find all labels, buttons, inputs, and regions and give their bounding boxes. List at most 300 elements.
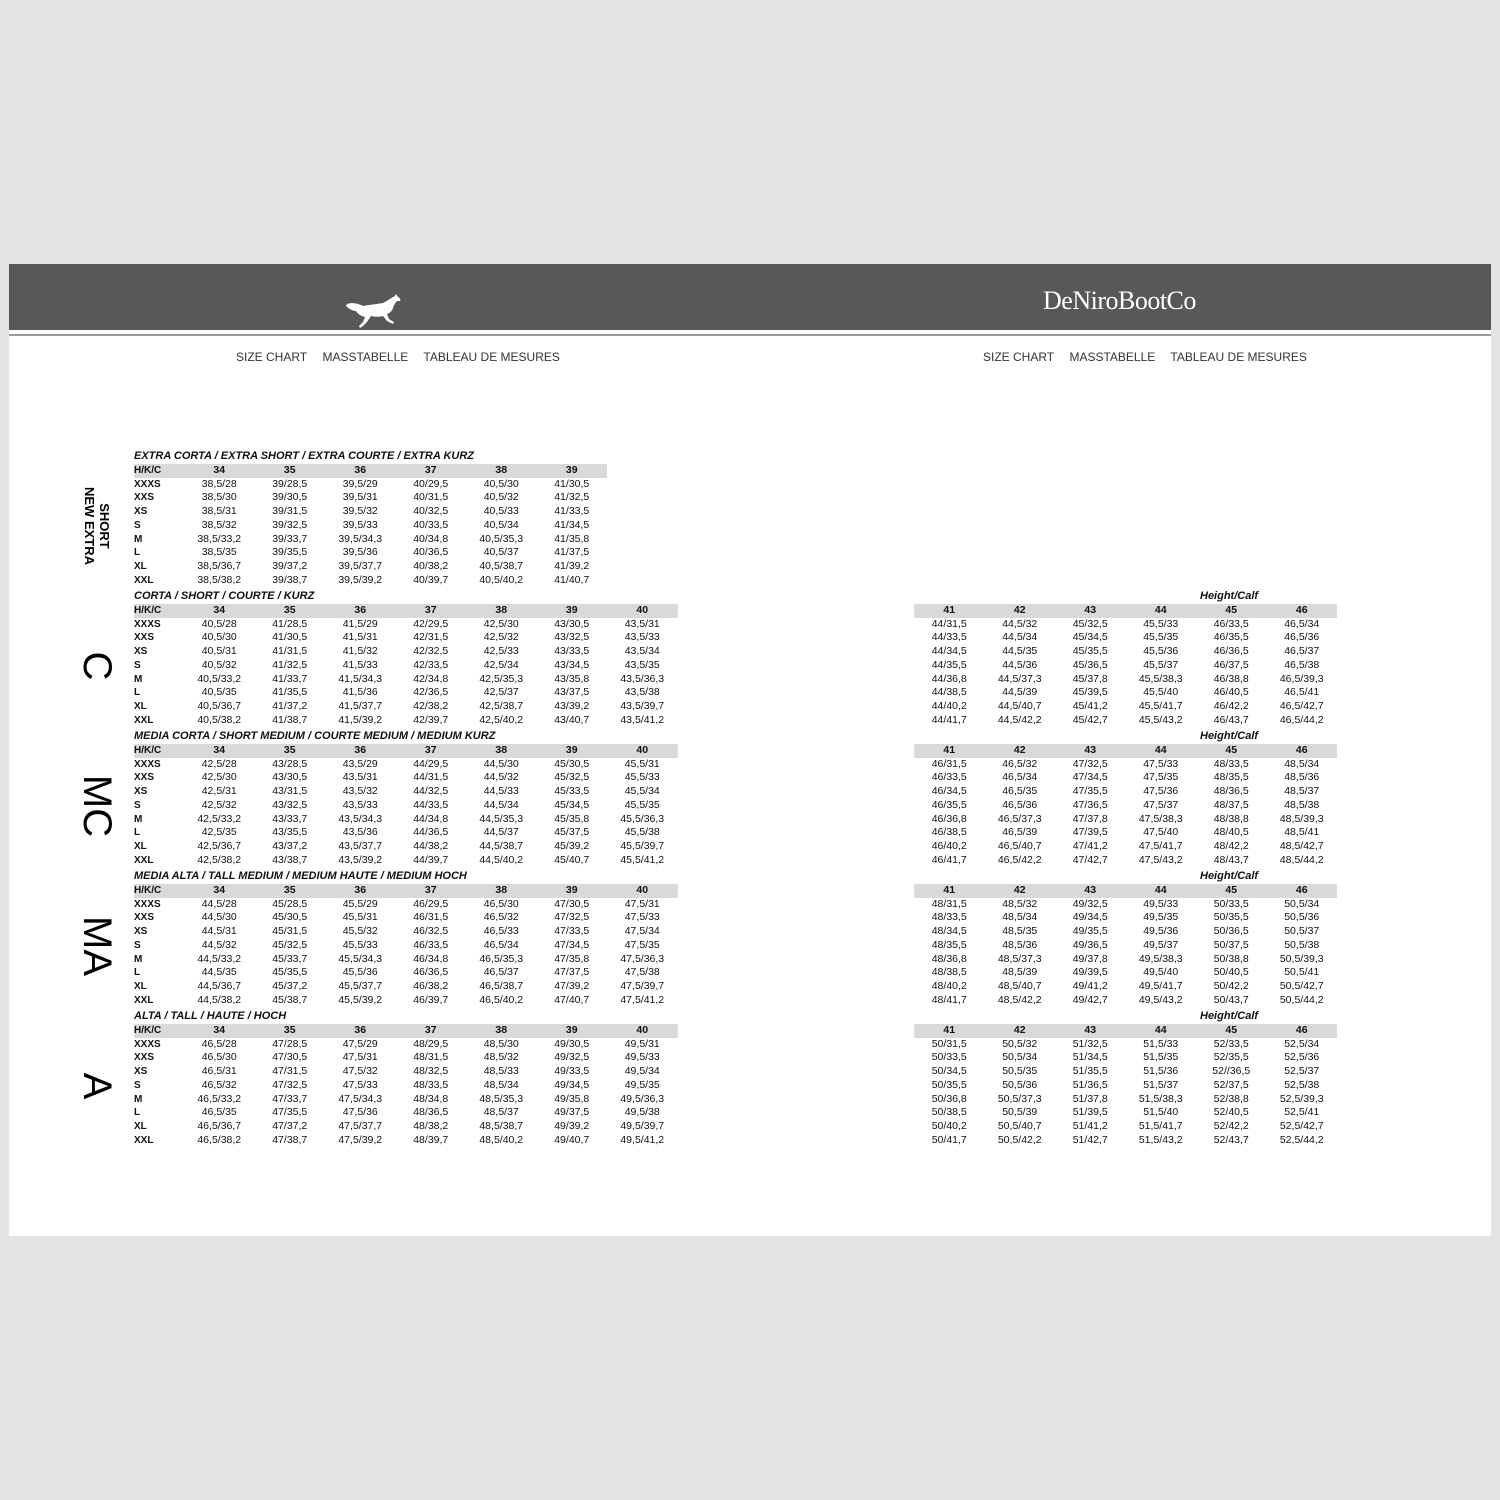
measurement-cell: 48/39,7 (413, 1133, 449, 1146)
measurement-cell: 50,5/37 (1284, 925, 1320, 938)
measurement-cell: 43,5/29 (342, 757, 378, 770)
measurement-cell: 44/31,5 (931, 617, 967, 630)
shoe-size-header: 39 (537, 884, 608, 898)
measurement-cell: 45/37,8 (1072, 672, 1108, 685)
measurement-cell: 39,5/31 (342, 491, 378, 504)
measurement-cell: 50,5/44,2 (1279, 993, 1324, 1006)
measurement-cell: 45/42,7 (1072, 713, 1108, 726)
measurement-cell: 41/33,5 (554, 505, 590, 518)
measurement-cell: 43,5/38 (624, 686, 660, 699)
measurement-cell: 51/37,8 (1072, 1092, 1108, 1105)
measurement-cell: 43,5/39,2 (338, 853, 383, 866)
measurement-cell: 48,5/42,2 (997, 993, 1042, 1006)
measurement-cell: 46,5/36 (1284, 631, 1320, 644)
measurement-cell: 50,5/36 (1002, 1078, 1038, 1091)
size-label: M (134, 953, 143, 965)
horse-logo-icon (343, 292, 403, 332)
shoe-size-header: 37 (396, 884, 467, 898)
measurement-cell: 46,5/35 (201, 1106, 237, 1119)
measurement-cell: 46/43,7 (1213, 713, 1249, 726)
measurement-cell: 47,5/36,3 (620, 952, 665, 965)
measurement-cell: 43/39,2 (554, 699, 590, 712)
measurement-cell: 48,5/37 (1284, 785, 1320, 798)
table-row (914, 645, 1337, 659)
measurement-cell: 45/38,7 (272, 993, 308, 1006)
measurement-cell: 47/32,5 (272, 1078, 308, 1091)
table-row (914, 854, 1337, 868)
shoe-size-header: 34 (184, 744, 255, 758)
measurement-cell: 45/28,5 (272, 897, 308, 910)
measurement-cell: 39/38,7 (272, 573, 308, 586)
measurement-cell: 45/32,5 (1072, 617, 1108, 630)
measurement-cell: 46,5/35,3 (479, 952, 524, 965)
table-header-row (134, 464, 607, 478)
measurement-cell: 40,5/35,3 (479, 532, 524, 545)
measurement-cell: 48,5/35,3 (479, 1092, 524, 1105)
table-header-row (134, 604, 678, 618)
table-row (134, 826, 678, 840)
measurement-cell: 40,5/33,2 (197, 672, 242, 685)
measurement-cell: 46,5/30 (201, 1051, 237, 1064)
table-row (134, 799, 678, 813)
measurement-cell: 42,5/32 (201, 798, 237, 811)
shoe-size-header: 45 (1196, 884, 1267, 898)
measurement-cell: 52/42,2 (1213, 1119, 1249, 1132)
measurement-cell: 39,5/29 (342, 477, 378, 490)
measurement-cell: 48,5/35 (1002, 925, 1038, 938)
measurement-cell: 40/39,7 (413, 573, 449, 586)
measurement-cell: 45/32,5 (554, 771, 590, 784)
measurement-cell: 46,5/33,2 (197, 1092, 242, 1105)
measurement-cell: 43,5/34 (624, 645, 660, 658)
measurement-cell: 45/33,7 (272, 952, 308, 965)
measurement-cell: 47,5/31 (624, 897, 660, 910)
measurement-cell: 46,5/44,2 (1279, 713, 1324, 726)
measurement-cell: 46,5/33 (483, 925, 519, 938)
measurement-cell: 43/38,7 (272, 853, 308, 866)
measurement-cell: 50/41,7 (931, 1133, 967, 1146)
size-label: XL (134, 700, 147, 712)
measurement-cell: 49,5/31 (624, 1037, 660, 1050)
measurement-cell: 49/34,5 (1072, 911, 1108, 924)
measurement-cell: 52,5/38 (1284, 1078, 1320, 1091)
measurement-cell: 45,5/34 (624, 785, 660, 798)
measurement-cell: 52,5/37 (1284, 1065, 1320, 1078)
measurement-cell: 46,5/36 (1002, 798, 1038, 811)
block-title: CORTA / SHORT / COURTE / KURZ (134, 590, 315, 602)
measurement-cell: 40,5/28 (201, 617, 237, 630)
measurement-cell: 43,5/35 (624, 658, 660, 671)
table-row (134, 840, 678, 854)
table-row (914, 1106, 1337, 1120)
left-size-table (134, 884, 678, 1007)
measurement-cell: 46/32,5 (413, 925, 449, 938)
measurement-cell: 51/34,5 (1072, 1051, 1108, 1064)
measurement-cell: 45,5/31 (624, 757, 660, 770)
measurement-cell: 40,5/40,2 (479, 573, 524, 586)
measurement-cell: 39/35,5 (272, 546, 308, 559)
measurement-cell: 46,5/39 (1002, 826, 1038, 839)
measurement-cell: 43,5/36 (342, 826, 378, 839)
measurement-cell: 46/35,5 (931, 798, 967, 811)
measurement-cell: 46,5/37 (483, 966, 519, 979)
measurement-cell: 50/35,5 (1213, 911, 1249, 924)
measurement-cell: 47/37,8 (1072, 812, 1108, 825)
measurement-cell: 45/41,2 (1072, 699, 1108, 712)
measurement-cell: 43/40,7 (554, 713, 590, 726)
measurement-cell: 49,5/41,2 (620, 1133, 665, 1146)
shoe-size-header: 42 (985, 1024, 1056, 1038)
measurement-cell: 49,5/35 (624, 1078, 660, 1091)
measurement-cell: 47/28,5 (272, 1037, 308, 1050)
hkc-header: H/K/C (134, 604, 184, 618)
shoe-size-header: 36 (325, 884, 396, 898)
measurement-cell: 48,5/36 (1284, 771, 1320, 784)
size-label: XXS (134, 1052, 155, 1064)
measurement-cell: 41/30,5 (272, 631, 308, 644)
measurement-cell: 50,5/38 (1284, 938, 1320, 951)
measurement-cell: 51,5/37 (1143, 1078, 1179, 1091)
measurement-cell: 43/33,5 (554, 645, 590, 658)
measurement-cell: 45/39,2 (554, 839, 590, 852)
measurement-cell: 48,5/34 (1002, 911, 1038, 924)
size-label: XXXS (134, 618, 161, 630)
measurement-cell: 47,5/34,3 (338, 1092, 383, 1105)
table-row (134, 911, 678, 925)
shoe-size-header: 41 (914, 884, 985, 898)
side-label: A (75, 1072, 119, 1099)
measurement-cell: 51,5/43,2 (1138, 1133, 1183, 1146)
measurement-cell: 47,5/43,2 (1138, 853, 1183, 866)
measurement-cell: 48/36,5 (1213, 785, 1249, 798)
measurement-cell: 39/28,5 (272, 477, 308, 490)
measurement-cell: 47/34,5 (554, 938, 590, 951)
measurement-cell: 38,5/38,2 (197, 573, 242, 586)
measurement-cell: 44,5/28 (201, 897, 237, 910)
measurement-cell: 44,5/40,7 (997, 699, 1042, 712)
measurement-cell: 44/36,5 (413, 826, 449, 839)
measurement-cell: 46,5/28 (201, 1037, 237, 1050)
measurement-cell: 49,5/38 (624, 1106, 660, 1119)
measurement-cell: 48,5/38,7 (479, 1119, 524, 1132)
measurement-cell: 43/28,5 (272, 757, 308, 770)
measurement-cell: 41,5/36 (342, 686, 378, 699)
right-size-table (914, 604, 1337, 727)
header-banner (9, 264, 1491, 330)
measurement-cell: 51/32,5 (1072, 1037, 1108, 1050)
measurement-cell: 44/41,7 (931, 713, 967, 726)
measurement-cell: 46/29,5 (413, 897, 449, 910)
size-label: S (134, 519, 141, 531)
measurement-cell: 43,5/37,7 (338, 839, 383, 852)
measurement-cell: 52/38,8 (1213, 1092, 1249, 1105)
measurement-cell: 46/33,5 (931, 771, 967, 784)
measurement-cell: 48/36,8 (931, 952, 967, 965)
size-label: XS (134, 1066, 148, 1078)
right-size-table (914, 1024, 1337, 1147)
table-row (914, 1079, 1337, 1093)
measurement-cell: 52,5/36 (1284, 1051, 1320, 1064)
size-label: XXL (134, 1134, 154, 1146)
measurement-cell: 50,5/41 (1284, 966, 1320, 979)
measurement-cell: 46,5/38,7 (479, 979, 524, 992)
size-label: XXXS (134, 1038, 161, 1050)
table-row (134, 785, 678, 799)
size-label: XS (134, 646, 148, 658)
measurement-cell: 44,5/42,2 (997, 713, 1042, 726)
measurement-cell: 44/34,8 (413, 812, 449, 825)
measurement-cell: 41/35,8 (554, 532, 590, 545)
measurement-cell: 46,5/32 (1002, 757, 1038, 770)
table-row (134, 631, 678, 645)
measurement-cell: 49/37,5 (554, 1106, 590, 1119)
measurement-cell: 48/33,5 (931, 911, 967, 924)
table-row (914, 700, 1337, 714)
shoe-size-header: 38 (466, 464, 537, 478)
measurement-cell: 41/32,5 (272, 658, 308, 671)
measurement-cell: 44,5/34 (1002, 631, 1038, 644)
measurement-cell: 52/35,5 (1213, 1051, 1249, 1064)
measurement-cell: 44,5/36,7 (197, 979, 242, 992)
measurement-cell: 44,5/38,2 (197, 993, 242, 1006)
measurement-cell: 47/31,5 (272, 1065, 308, 1078)
shoe-size-header: 34 (184, 884, 255, 898)
right-size-table (914, 884, 1337, 1007)
measurement-cell: 40,5/36,7 (197, 699, 242, 712)
measurement-cell: 42,5/34 (483, 658, 519, 671)
measurement-cell: 48,5/40,2 (479, 1133, 524, 1146)
size-label: M (134, 673, 143, 685)
measurement-cell: 39,5/36 (342, 546, 378, 559)
table-row (134, 1038, 678, 1052)
measurement-cell: 42,5/28 (201, 757, 237, 770)
measurement-cell: 47,5/39,7 (620, 979, 665, 992)
measurement-cell: 40/29,5 (413, 477, 449, 490)
measurement-cell: 47/30,5 (554, 897, 590, 910)
measurement-cell: 41,5/29 (342, 617, 378, 630)
measurement-cell: 40,5/37 (483, 546, 519, 559)
measurement-cell: 48/43,7 (1213, 853, 1249, 866)
measurement-cell: 40,5/31 (201, 645, 237, 658)
measurement-cell: 42/39,7 (413, 713, 449, 726)
measurement-cell: 49,5/41,7 (1138, 979, 1183, 992)
measurement-cell: 47,5/33 (1143, 757, 1179, 770)
table-row (134, 966, 678, 980)
measurement-cell: 50/36,8 (931, 1092, 967, 1105)
measurement-cell: 45,5/38 (624, 826, 660, 839)
measurement-cell: 48,5/44,2 (1279, 853, 1324, 866)
measurement-cell: 38,5/32 (201, 518, 237, 531)
measurement-cell: 50,5/39 (1002, 1106, 1038, 1119)
measurement-cell: 47/36,5 (1072, 798, 1108, 811)
measurement-cell: 40/36,5 (413, 546, 449, 559)
measurement-cell: 42/33,5 (413, 658, 449, 671)
shoe-size-header: 39 (537, 744, 608, 758)
measurement-cell: 49/34,5 (554, 1078, 590, 1091)
table-row (914, 785, 1337, 799)
table-row (914, 758, 1337, 772)
table-row (914, 980, 1337, 994)
size-label: L (134, 827, 141, 839)
table-row (134, 1065, 678, 1079)
measurement-cell: 44/36,8 (931, 672, 967, 685)
measurement-cell: 49/35,8 (554, 1092, 590, 1105)
measurement-cell: 49/42,7 (1072, 993, 1108, 1006)
banner-divider (9, 334, 1491, 336)
shoe-size-header: 36 (325, 464, 396, 478)
measurement-cell: 46/38,8 (1213, 672, 1249, 685)
table-row (134, 519, 607, 533)
measurement-cell: 44,5/35,3 (479, 812, 524, 825)
shoe-size-header: 35 (255, 1024, 326, 1038)
table-row (914, 1093, 1337, 1107)
measurement-cell: 48/36,5 (413, 1106, 449, 1119)
table-header-row (914, 1024, 1337, 1038)
measurement-cell: 47/39,5 (1072, 826, 1108, 839)
measurement-cell: 48/38,2 (413, 1119, 449, 1132)
measurement-cell: 39/33,7 (272, 532, 308, 545)
measurement-cell: 40/31,5 (413, 491, 449, 504)
measurement-cell: 44,5/30 (201, 911, 237, 924)
measurement-cell: 48/40,5 (1213, 826, 1249, 839)
measurement-cell: 40,5/34 (483, 518, 519, 531)
measurement-cell: 47/37,5 (554, 966, 590, 979)
measurement-cell: 45,5/32 (342, 925, 378, 938)
measurement-cell: 45,5/36 (342, 966, 378, 979)
measurement-cell: 43,5/39,7 (620, 699, 665, 712)
size-label: S (134, 799, 141, 811)
measurement-cell: 48,5/32 (1002, 897, 1038, 910)
measurement-cell: 51/41,2 (1072, 1119, 1108, 1132)
measurement-cell: 47/35,5 (1072, 785, 1108, 798)
measurement-cell: 50/33,5 (931, 1051, 967, 1064)
table-row (134, 491, 607, 505)
measurement-cell: 45/39,5 (1072, 686, 1108, 699)
table-row (914, 994, 1337, 1008)
height-calf-title: Height/Calf (1200, 730, 1259, 742)
shoe-size-header: 37 (396, 604, 467, 618)
measurement-cell: 46/33,5 (1213, 617, 1249, 630)
measurement-cell: 48,5/42,7 (1279, 839, 1324, 852)
measurement-cell: 39,5/37,7 (338, 559, 383, 572)
measurement-cell: 47,5/34 (624, 925, 660, 938)
measurement-cell: 42,5/40,2 (479, 713, 524, 726)
measurement-cell: 50,5/35 (1002, 1065, 1038, 1078)
shoe-size-header: 38 (466, 884, 537, 898)
measurement-cell: 42,5/35,3 (479, 672, 524, 685)
size-label: XXS (134, 772, 155, 784)
measurement-cell: 50,5/42,2 (997, 1133, 1042, 1146)
measurement-cell: 41/37,5 (554, 546, 590, 559)
measurement-cell: 46/42,2 (1213, 699, 1249, 712)
measurement-cell: 47,5/33 (342, 1078, 378, 1091)
shoe-size-header: 44 (1126, 884, 1197, 898)
size-label: XXS (134, 912, 155, 924)
measurement-cell: 48/35,5 (931, 938, 967, 951)
shoe-size-header: 42 (985, 744, 1056, 758)
measurement-cell: 40/38,2 (413, 559, 449, 572)
shoe-size-header: 38 (466, 604, 537, 618)
measurement-cell: 40,5/33 (483, 505, 519, 518)
measurement-cell: 47,5/38,3 (1138, 812, 1183, 825)
measurement-cell: 44,5/36 (1002, 658, 1038, 671)
size-label: XS (134, 506, 148, 518)
measurement-cell: 44/32,5 (413, 785, 449, 798)
measurement-cell: 44,5/39 (1002, 686, 1038, 699)
measurement-cell: 48,5/37,3 (997, 952, 1042, 965)
measurement-cell: 50,5/34 (1002, 1051, 1038, 1064)
measurement-cell: 40,5/32 (483, 491, 519, 504)
measurement-cell: 46,5/32 (483, 911, 519, 924)
measurement-cell: 38,5/31 (201, 505, 237, 518)
measurement-cell: 44/34,5 (931, 645, 967, 658)
measurement-cell: 46/31,5 (931, 757, 967, 770)
measurement-cell: 49,5/33 (1143, 897, 1179, 910)
measurement-cell: 46,5/34 (1284, 617, 1320, 630)
measurement-cell: 46/33,5 (413, 938, 449, 951)
measurement-cell: 45/32,5 (272, 938, 308, 951)
measurement-cell: 47/40,7 (554, 993, 590, 1006)
measurement-cell: 47,5/31 (342, 1051, 378, 1064)
measurement-cell: 39,5/33 (342, 518, 378, 531)
size-label: XXXS (134, 478, 161, 490)
side-label: MA (75, 915, 119, 976)
measurement-cell: 43,5/31 (342, 771, 378, 784)
measurement-cell: 46,5/42,2 (997, 853, 1042, 866)
measurement-cell: 44/35,5 (931, 658, 967, 671)
measurement-cell: 42,5/31 (201, 785, 237, 798)
header-labels-right (983, 350, 1319, 364)
measurement-cell: 50,5/34 (1284, 897, 1320, 910)
shoe-size-header: 37 (396, 1024, 467, 1038)
measurement-cell: 40,5/30 (483, 477, 519, 490)
measurement-cell: 45/31,5 (272, 925, 308, 938)
measurement-cell: 46,5/30 (483, 897, 519, 910)
table-row (134, 980, 678, 994)
measurement-cell: 46/39,7 (413, 993, 449, 1006)
measurement-cell: 44,5/35 (1002, 645, 1038, 658)
measurement-cell: 46/35,5 (1213, 631, 1249, 644)
measurement-cell: 47,5/41,7 (1138, 839, 1183, 852)
label-masstabelle: MASSTABELLE (1069, 350, 1156, 364)
hkc-header: H/K/C (134, 1024, 184, 1038)
shoe-size-header: 44 (1126, 1024, 1197, 1038)
shoe-size-header: 40 (607, 884, 678, 898)
table-row (914, 673, 1337, 687)
measurement-cell: 45,5/37 (1143, 658, 1179, 671)
table-row (134, 854, 678, 868)
measurement-cell: 43/37,5 (554, 686, 590, 699)
size-label: M (134, 813, 143, 825)
height-calf-title: Height/Calf (1200, 1010, 1259, 1022)
shoe-size-header: 43 (1055, 1024, 1126, 1038)
measurement-cell: 51,5/33 (1143, 1037, 1179, 1050)
measurement-cell: 41/34,5 (554, 518, 590, 531)
measurement-cell: 38,5/33,2 (197, 532, 242, 545)
measurement-cell: 46/38,5 (931, 826, 967, 839)
measurement-cell: 49/33,5 (554, 1065, 590, 1078)
measurement-cell: 49/37,8 (1072, 952, 1108, 965)
measurement-cell: 38,5/28 (201, 477, 237, 490)
shoe-size-header: 36 (325, 604, 396, 618)
measurement-cell: 43,5/41,2 (620, 713, 665, 726)
measurement-cell: 48/37,5 (1213, 798, 1249, 811)
measurement-cell: 46,5/39,3 (1279, 672, 1324, 685)
measurement-cell: 39/32,5 (272, 518, 308, 531)
measurement-cell: 45,5/29 (342, 897, 378, 910)
measurement-cell: 50/33,5 (1213, 897, 1249, 910)
measurement-cell: 46/34,5 (931, 785, 967, 798)
